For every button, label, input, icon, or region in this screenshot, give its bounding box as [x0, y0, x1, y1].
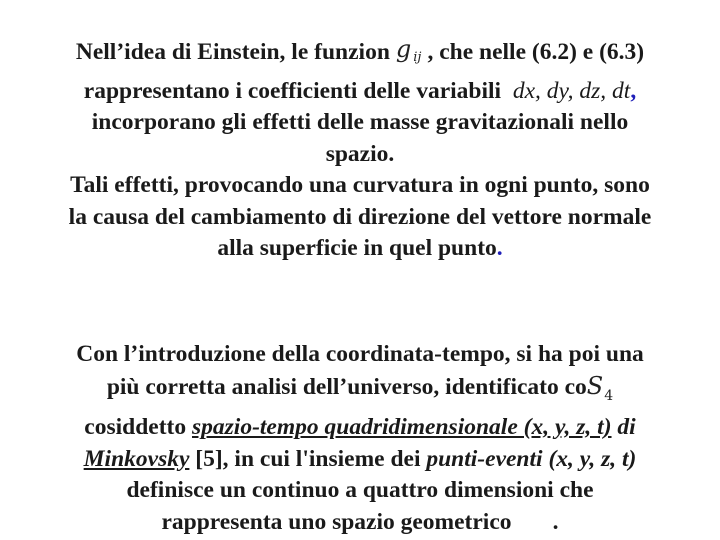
- s4-symbol: $S_4$: [586, 371, 614, 404]
- event-coordinates: (x, y, z, t): [542, 445, 637, 472]
- p1-line-3: incorporano gli effetti delle masse gravitazionali nello: [91, 109, 629, 135]
- p2-line-1: Con l’introduzione della coordinata-tempo, si ha poi una: [76, 341, 644, 367]
- punti-eventi-term: punti-eventi: [426, 445, 543, 472]
- p2-line-6-text: rappresenta uno spazio geometrico: [161, 508, 512, 535]
- p1-line-4: spazio.: [325, 140, 395, 167]
- p1-line-7: [4, 233, 716, 265]
- p2-line-2: [4, 371, 716, 413]
- p1-line-2-comma: ,: [630, 77, 637, 104]
- minkovsky-link[interactable]: Minkovsky: [83, 445, 190, 472]
- paragraph-spacetime: [4, 339, 716, 538]
- spacetime-term-link[interactable]: spazio-tempo quadridimensionale (x, y, z, t): [192, 414, 612, 440]
- differential-variables: dx, dy, dz, dt: [512, 77, 631, 104]
- p1-line-5: Tali effetti, provocando una curvatura in ogni punto, sono: [70, 172, 650, 198]
- p1-line-7-text: alla superficie in quel punto: [217, 235, 497, 261]
- p2-line-6-period: .: [552, 508, 559, 535]
- p1-line-1-text-after: , che nelle (6.2) e (6.3): [427, 39, 645, 65]
- p1-line-1: [4, 36, 716, 76]
- p2-line-4: [4, 444, 716, 476]
- p1-line-7-period: .: [496, 235, 503, 261]
- p2-line-3-text-after: di: [611, 414, 636, 440]
- p1-line-2-text: rappresentano i coefficienti delle variabili: [83, 77, 502, 104]
- p2-line-3: [4, 412, 716, 444]
- p1-line-6: la causa del cambiamento di direzione del vettore normale: [68, 203, 652, 230]
- metric-tensor-symbol: g $_{ij}$: [395, 35, 422, 65]
- p1-line-1-text: Nell’idea di Einstein, le funzion: [75, 39, 390, 65]
- p2-line-3-text: cosiddetto: [84, 414, 192, 440]
- paragraph-einstein: [4, 36, 716, 265]
- p2-line-5: definisce un continuo a quattro dimensioni che: [126, 477, 594, 503]
- p2-line-4-text: [5], in cui l'insieme dei: [189, 445, 427, 472]
- p2-line-2-text: più corretta analisi dell’universo, identificato co: [106, 373, 587, 400]
- p1-line-2: [4, 76, 716, 108]
- p2-line-6: [4, 507, 716, 539]
